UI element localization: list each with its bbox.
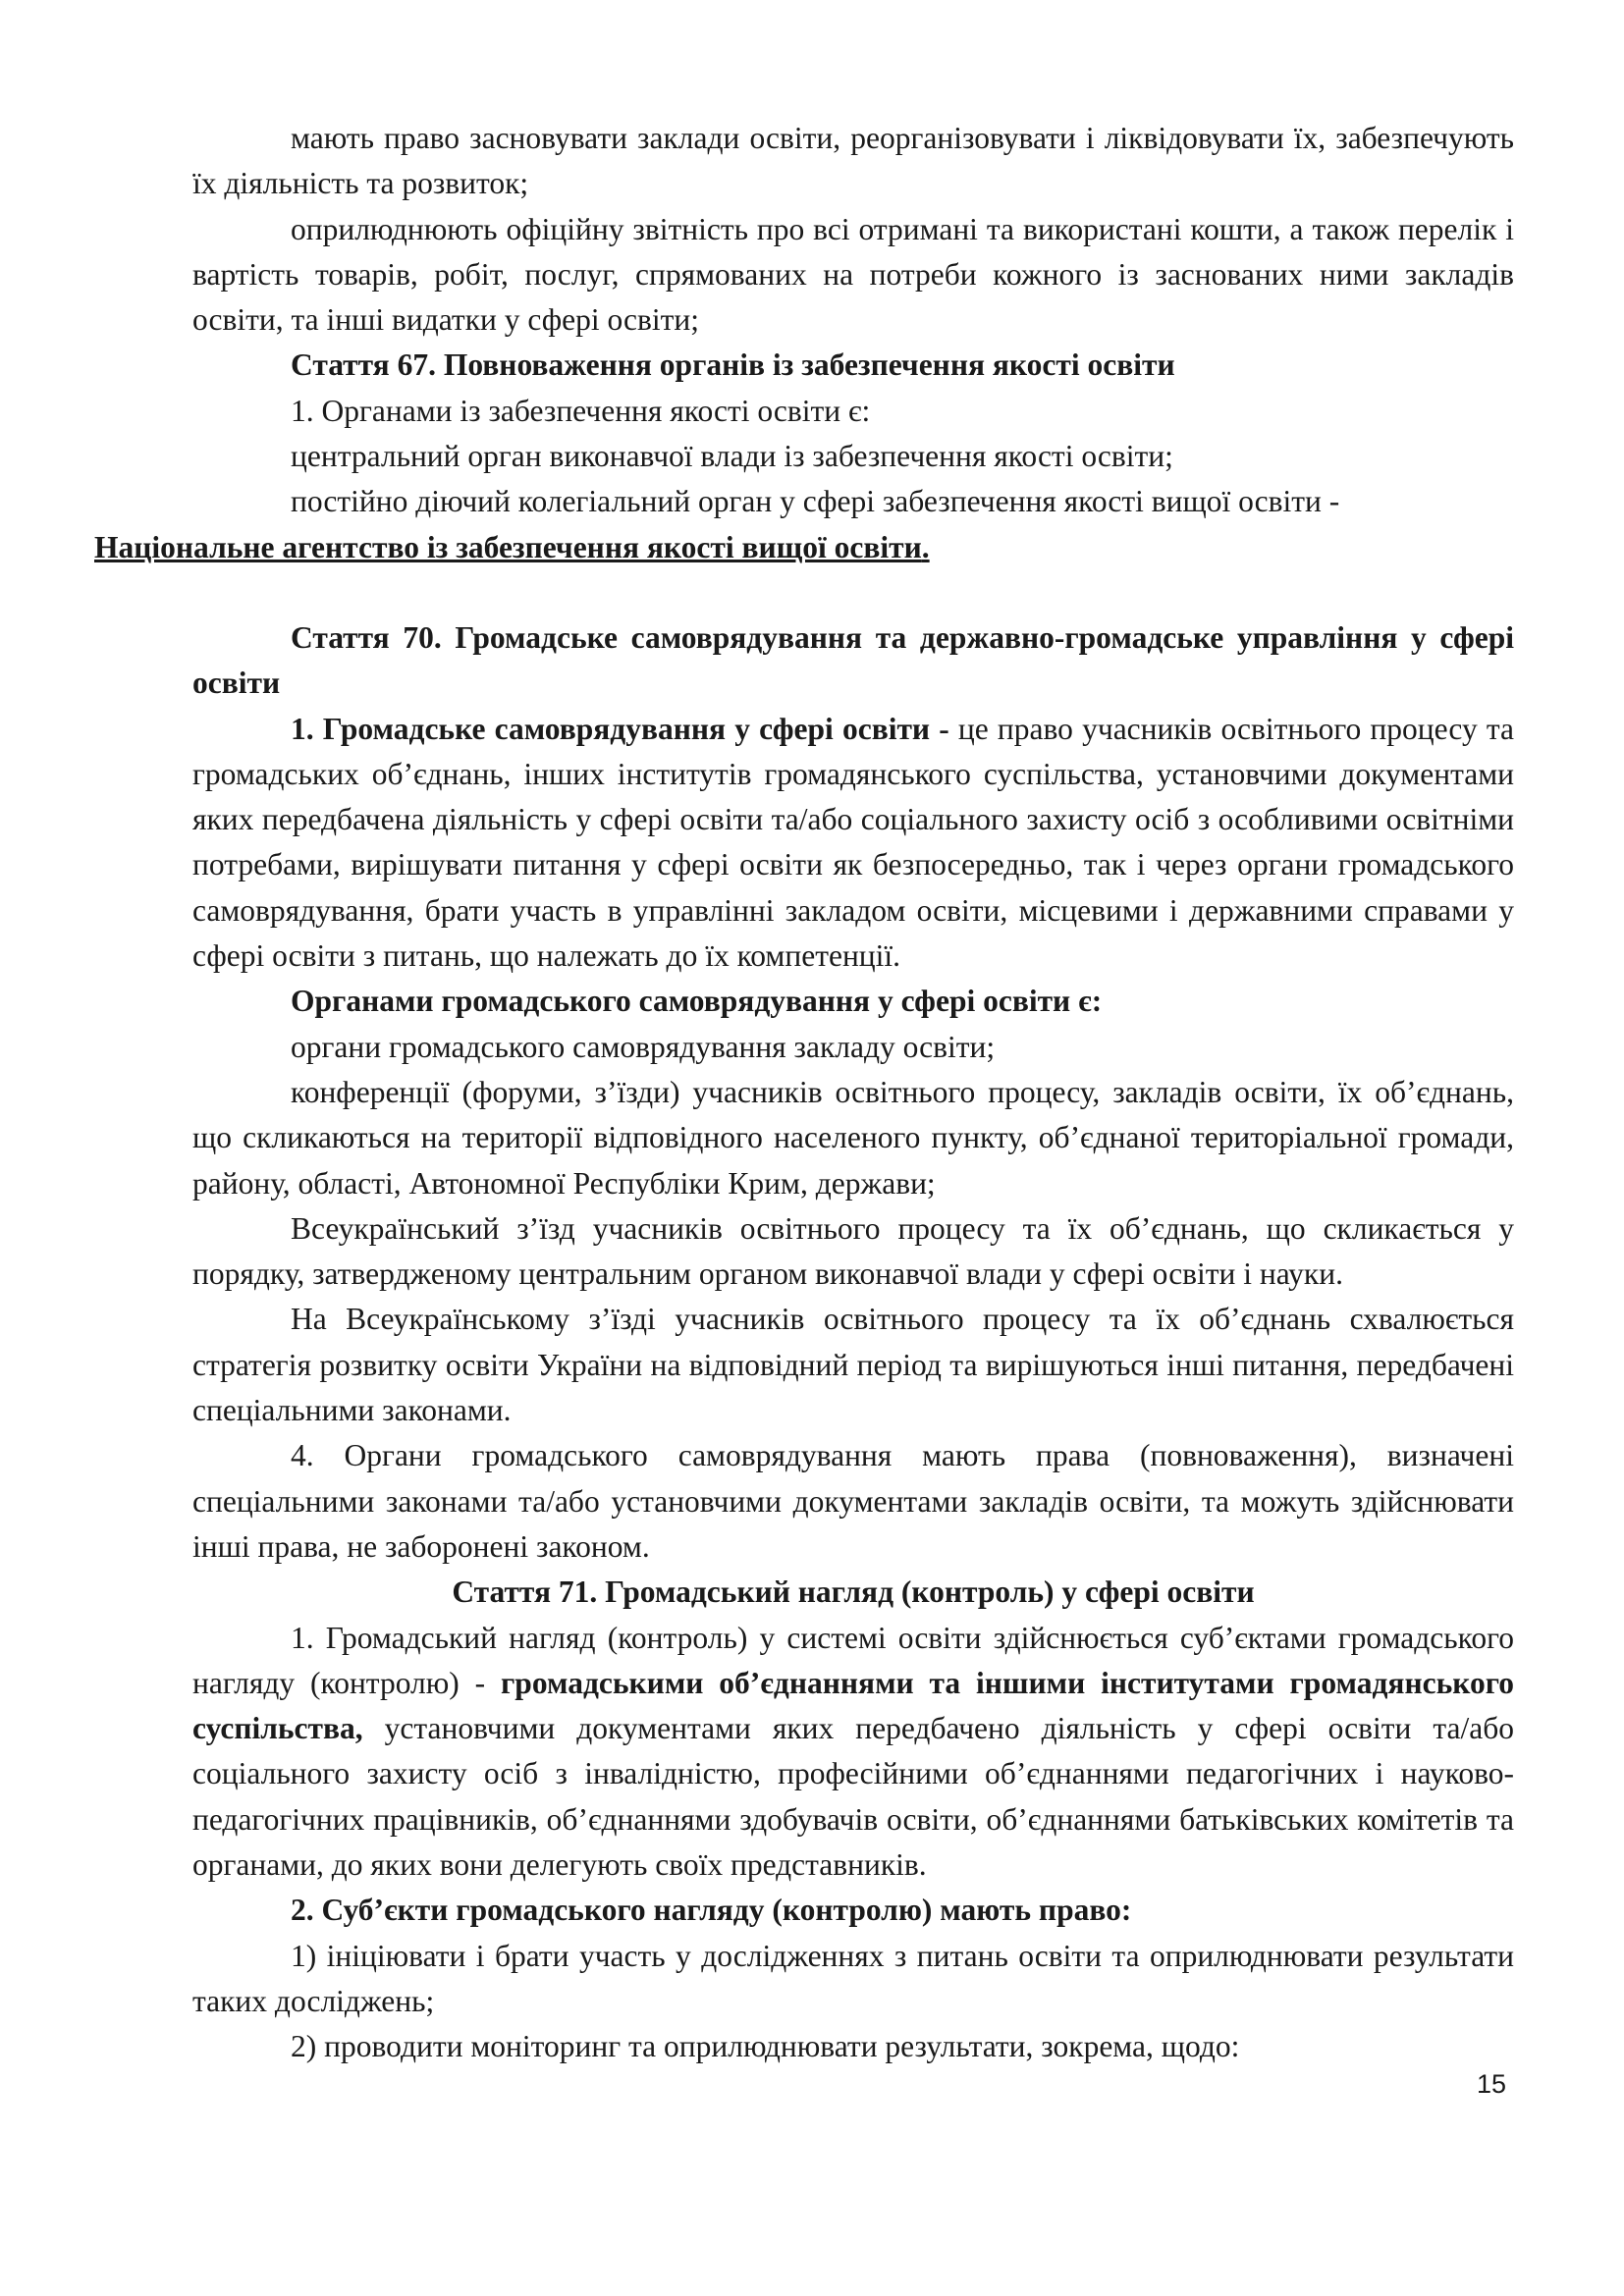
paragraph: На Всеукраїнському з’їзді учасників освітнього процесу та їх об’єднань схвалюється стратегія розвитку освіти України на відповідний період та вирішуються інші питання, передбачені спеціальними законами.: [192, 1302, 1514, 1428]
article-70-heading: Стаття 70. Громадське самоврядування та державно-громадське управління у сфері освіти: [192, 619, 1514, 701]
document-page: [94, 116, 1515, 2069]
paragraph: [192, 1616, 1514, 1889]
paragraph: 1. Органами із забезпечення якості освіти є:: [291, 393, 871, 428]
period: .: [921, 529, 930, 564]
subheading: 2. Суб’єкти громадського нагляду (контролю) мають право:: [291, 1893, 1132, 1928]
paragraph: Всеукраїнський з’їзд учасників освітнього процесу та їх об’єднань, що скликається у порядку, затвердженому центральним органом виконавчої влади у сфері освіти і науки.: [192, 1210, 1514, 1292]
paragraph: [94, 479, 1514, 570]
paragraph-text: 1. Громадський нагляд (контроль) у системі освіти здійснюється суб’єктами громадського нагляду (контролю) -: [192, 1620, 1514, 1700]
paragraph: 2) проводити моніторинг та оприлюднювати результати, зокрема, щодо:: [291, 2029, 1240, 2064]
page-number: 15: [1476, 2069, 1506, 2099]
paragraph: конференції (форуми, з’їзди) учасників освітнього процесу, закладів освіти, їх об’єднань, що скликаються на території відповідного населеного пункту, об’єднаної територіальної громади, району, області, Автономної Республіки Крим, держави;: [192, 1074, 1514, 1201]
paragraph: 4. Органи громадського самоврядування мають права (повноваження), визначені спеціальними законами та/або установчими документами закладів освіти, та можуть здійснювати інші права, не заборонені законом.: [192, 1438, 1514, 1564]
paragraph: центральний орган виконавчої влади із забезпечення якості освіти;: [291, 439, 1173, 474]
bold-term: громадськими об’єднаннями та іншими інститутами громадянського суспільства,: [192, 1665, 1514, 1746]
paragraph-text: це право учасників освітнього процесу та громадських об’єднань, інших інститутів громадянського суспільства, установчими документами яких передбачена діяльність у сфері освіти та/або соціального захисту осіб з особливими освітніми потребами, вирішувати питання у сфері освіти як безпосередньо, так і через органи громадського самоврядування, брати участь в управлінні закладом освіти, місцевими і державними справами у сфері освіти з питань, що належать до їх компетенції.: [192, 711, 1515, 974]
article-71-heading: Стаття 71. Громадський нагляд (контроль) у сфері освіти: [452, 1575, 1255, 1610]
agency-name: Національне агентство із забезпечення якості вищої освіти: [94, 529, 922, 564]
subheading: Органами громадського самоврядування у сфері освіти є:: [291, 984, 1103, 1019]
spacer: [192, 570, 1514, 615]
article-67-heading: Стаття 67. Повноваження органів із забезпечення якості освіти: [291, 347, 1175, 383]
paragraph: [192, 707, 1514, 980]
bold-term: 1. Громадське самоврядування у сфері освіти -: [291, 711, 949, 746]
paragraph: мають право засновувати заклади освіти, реорганізовувати і ліквідовувати їх, забезпечують їх діяльність та розвиток;: [192, 121, 1514, 201]
paragraph-text: установчими документами яких передбачено діяльність у сфері освіти та/або соціального захисту осіб з інвалідністю, професійними об’єднаннями педагогічних і науково-педагогічних працівників, об’єднаннями здобувачів освіти, об’єднаннями батьківських комітетів та органами, до яких вони делегують своїх представників.: [192, 1711, 1514, 1882]
paragraph: оприлюднюють офіційну звітність про всі отримані та використані кошти, а також перелік і вартість товарів, робіт, послуг, спрямованих на потреби кожного із заснованих ними закладів освіти, та інші видатки у сфері освіти;: [192, 211, 1514, 338]
paragraph: органи громадського самоврядування закладу освіти;: [291, 1029, 996, 1064]
paragraph-text: постійно діючий колегіальний орган у сфері забезпечення якості вищої освіти -: [291, 484, 1340, 519]
paragraph: 1) ініціювати і брати участь у дослідженнях з питань освіти та оприлюднювати результати таких досліджень;: [192, 1938, 1514, 2018]
